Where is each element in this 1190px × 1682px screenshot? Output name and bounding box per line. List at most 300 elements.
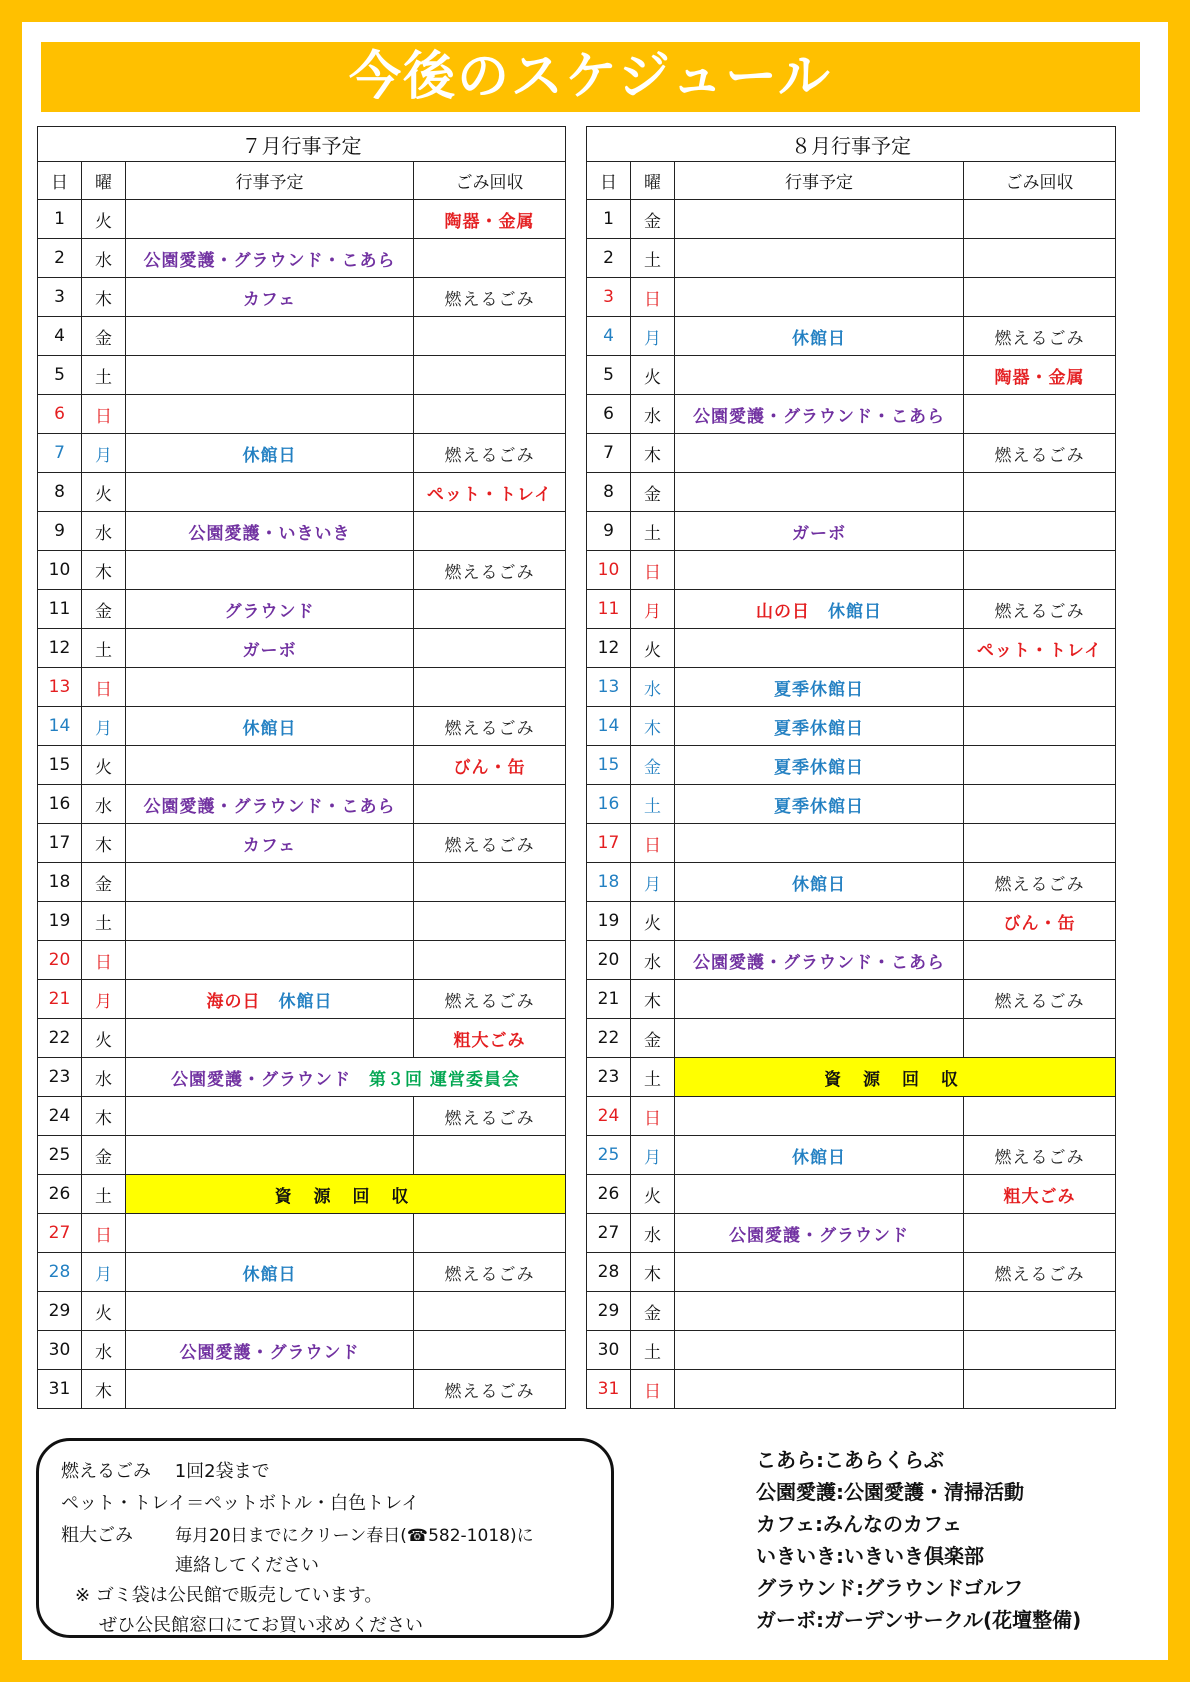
weekday-cell: 月 bbox=[631, 590, 675, 629]
schedule-row bbox=[38, 473, 566, 512]
weekday-cell: 月 bbox=[82, 1253, 126, 1292]
event-cell bbox=[675, 824, 964, 863]
schedule-row bbox=[587, 1370, 1116, 1409]
day-cell: 5 bbox=[38, 356, 82, 395]
legend-item: いきいき:いきいき倶楽部 bbox=[756, 1544, 984, 1568]
day-cell: 5 bbox=[587, 356, 631, 395]
garbage-cell: 燃えるごみ bbox=[414, 1097, 566, 1136]
garbage-cell bbox=[964, 1292, 1116, 1331]
weekday-cell: 水 bbox=[631, 1214, 675, 1253]
event-cell bbox=[126, 746, 414, 785]
day-cell: 9 bbox=[587, 512, 631, 551]
garbage-cell bbox=[414, 785, 566, 824]
event-cell bbox=[126, 980, 414, 1019]
event-cell bbox=[675, 1253, 964, 1292]
schedule-row bbox=[38, 590, 566, 629]
day-cell: 25 bbox=[38, 1136, 82, 1175]
event-text: 公園愛護・グラウンド bbox=[171, 1069, 352, 1090]
day-cell: 16 bbox=[587, 785, 631, 824]
july-schedule-table bbox=[37, 126, 566, 1409]
event-cell bbox=[675, 512, 964, 551]
legend-item: 公園愛護:公園愛護・清掃活動 bbox=[756, 1480, 1024, 1504]
event-cell bbox=[675, 1292, 964, 1331]
weekday-cell: 金 bbox=[82, 863, 126, 902]
day-cell: 29 bbox=[587, 1292, 631, 1331]
day-cell: 7 bbox=[38, 434, 82, 473]
event-cell bbox=[126, 590, 414, 629]
note-bags: ※ ゴミ袋は公民館で販売しています。 bbox=[75, 1585, 383, 1606]
event-cell bbox=[126, 200, 414, 239]
event-cell bbox=[126, 785, 414, 824]
garbage-cell bbox=[964, 785, 1116, 824]
day-cell: 8 bbox=[587, 473, 631, 512]
event-cell bbox=[126, 668, 414, 707]
event-text: 公園愛護・いきいき bbox=[188, 523, 351, 544]
garbage-cell bbox=[414, 902, 566, 941]
event-text: 休館日 bbox=[242, 718, 297, 739]
schedule-row bbox=[38, 356, 566, 395]
day-cell: 19 bbox=[587, 902, 631, 941]
event-text: 海の日 bbox=[206, 991, 261, 1012]
schedule-row bbox=[587, 239, 1116, 278]
day-cell: 6 bbox=[38, 395, 82, 434]
event-cell bbox=[675, 746, 964, 785]
garbage-cell: 燃えるごみ bbox=[414, 1253, 566, 1292]
schedule-row bbox=[38, 1058, 566, 1097]
day-cell: 4 bbox=[587, 317, 631, 356]
weekday-cell: 金 bbox=[82, 590, 126, 629]
garbage-cell: びん・缶 bbox=[414, 746, 566, 785]
note-bulky-label: 粗大ごみ bbox=[61, 1525, 133, 1546]
event-text: 夏季休館日 bbox=[774, 796, 864, 817]
schedule-row bbox=[38, 785, 566, 824]
weekday-cell: 水 bbox=[82, 1058, 126, 1097]
event-cell bbox=[675, 1136, 964, 1175]
garbage-cell bbox=[414, 395, 566, 434]
event-cell bbox=[675, 629, 964, 668]
schedule-row bbox=[38, 980, 566, 1019]
weekday-cell: 火 bbox=[82, 746, 126, 785]
schedule-row bbox=[38, 746, 566, 785]
event-cell bbox=[675, 1097, 964, 1136]
garbage-cell bbox=[964, 668, 1116, 707]
schedule-row bbox=[38, 629, 566, 668]
event-text: 公園愛護・グラウンド bbox=[179, 1342, 360, 1363]
garbage-cell bbox=[414, 668, 566, 707]
garbage-cell: 陶器・金属 bbox=[964, 356, 1116, 395]
schedule-row bbox=[38, 1292, 566, 1331]
weekday-cell: 火 bbox=[631, 902, 675, 941]
schedule-row bbox=[38, 434, 566, 473]
day-cell: 20 bbox=[38, 941, 82, 980]
weekday-cell: 月 bbox=[631, 863, 675, 902]
weekday-cell: 木 bbox=[631, 434, 675, 473]
day-cell: 30 bbox=[587, 1331, 631, 1370]
weekday-cell: 木 bbox=[82, 551, 126, 590]
event-text: 休館日 bbox=[792, 874, 846, 895]
header-event: 行事予定 bbox=[126, 162, 414, 200]
event-cell bbox=[126, 707, 414, 746]
event-cell bbox=[126, 902, 414, 941]
schedule-row bbox=[587, 473, 1116, 512]
weekday-cell: 日 bbox=[631, 1097, 675, 1136]
garbage-cell bbox=[414, 1331, 566, 1370]
weekday-cell: 火 bbox=[82, 200, 126, 239]
schedule-row bbox=[38, 1370, 566, 1409]
schedule-row bbox=[38, 200, 566, 239]
garbage-cell bbox=[964, 941, 1116, 980]
event-cell bbox=[675, 785, 964, 824]
day-cell: 16 bbox=[38, 785, 82, 824]
day-cell: 17 bbox=[38, 824, 82, 863]
event-text: ガーボ bbox=[792, 523, 846, 544]
weekday-cell: 火 bbox=[631, 629, 675, 668]
schedule-row bbox=[587, 1175, 1116, 1214]
schedule-row bbox=[587, 395, 1116, 434]
event-text: 夏季休館日 bbox=[774, 718, 864, 739]
day-cell: 1 bbox=[38, 200, 82, 239]
day-cell: 26 bbox=[38, 1175, 82, 1214]
event-cell bbox=[126, 824, 414, 863]
event-cell bbox=[126, 1253, 414, 1292]
schedule-row bbox=[587, 1214, 1116, 1253]
weekday-cell: 日 bbox=[82, 1214, 126, 1253]
weekday-cell: 火 bbox=[631, 1175, 675, 1214]
schedule-row bbox=[38, 902, 566, 941]
day-cell: 2 bbox=[38, 239, 82, 278]
garbage-cell bbox=[414, 317, 566, 356]
garbage-cell: 燃えるごみ bbox=[414, 980, 566, 1019]
garbage-cell bbox=[964, 200, 1116, 239]
event-cell bbox=[675, 668, 964, 707]
schedule-row bbox=[587, 1097, 1116, 1136]
schedule-row bbox=[587, 863, 1116, 902]
garbage-cell: 燃えるごみ bbox=[964, 434, 1116, 473]
garbage-cell bbox=[964, 1331, 1116, 1370]
event-cell bbox=[126, 863, 414, 902]
day-cell: 6 bbox=[587, 395, 631, 434]
legend-item: ガーボ:ガーデンサークル(花壇整備) bbox=[756, 1608, 1082, 1632]
weekday-cell: 水 bbox=[631, 941, 675, 980]
event-cell bbox=[126, 1370, 414, 1409]
schedule-row bbox=[38, 278, 566, 317]
weekday-cell: 日 bbox=[82, 395, 126, 434]
weekday-cell: 木 bbox=[82, 278, 126, 317]
schedule-row bbox=[587, 668, 1116, 707]
legend-item: グラウンド:グラウンドゴルフ bbox=[756, 1576, 1024, 1600]
schedule-row bbox=[38, 1331, 566, 1370]
event-cell bbox=[675, 941, 964, 980]
schedule-row bbox=[38, 239, 566, 278]
garbage-cell: 燃えるごみ bbox=[414, 1370, 566, 1409]
event-text: 公園愛護・グラウンド bbox=[729, 1225, 909, 1246]
schedule-row bbox=[587, 746, 1116, 785]
event-cell bbox=[675, 395, 964, 434]
event-cell bbox=[675, 434, 964, 473]
event-cell bbox=[675, 473, 964, 512]
day-cell: 21 bbox=[38, 980, 82, 1019]
event-text: グラウンド bbox=[224, 601, 315, 622]
garbage-cell: 燃えるごみ bbox=[964, 590, 1116, 629]
event-text: 休館日 bbox=[792, 328, 846, 349]
event-cell bbox=[675, 980, 964, 1019]
garbage-cell: 燃えるごみ bbox=[414, 278, 566, 317]
garbage-cell bbox=[414, 1292, 566, 1331]
event-cell bbox=[675, 707, 964, 746]
weekday-cell: 木 bbox=[82, 1097, 126, 1136]
weekday-cell: 土 bbox=[631, 512, 675, 551]
day-cell: 14 bbox=[587, 707, 631, 746]
day-cell: 27 bbox=[38, 1214, 82, 1253]
day-cell: 11 bbox=[38, 590, 82, 629]
schedule-row bbox=[587, 200, 1116, 239]
event-cell bbox=[675, 317, 964, 356]
weekday-cell: 土 bbox=[631, 1331, 675, 1370]
event-cell bbox=[126, 1292, 414, 1331]
weekday-cell: 月 bbox=[631, 1136, 675, 1175]
weekday-cell: 土 bbox=[82, 902, 126, 941]
day-cell: 15 bbox=[587, 746, 631, 785]
garbage-cell bbox=[964, 746, 1116, 785]
event-cell bbox=[126, 941, 414, 980]
event-text: カフェ bbox=[242, 835, 297, 856]
garbage-cell: びん・缶 bbox=[964, 902, 1116, 941]
schedule-row bbox=[587, 1253, 1116, 1292]
garbage-cell bbox=[964, 1214, 1116, 1253]
garbage-cell bbox=[964, 395, 1116, 434]
day-cell: 2 bbox=[587, 239, 631, 278]
schedule-row bbox=[587, 1331, 1116, 1370]
weekday-cell: 木 bbox=[631, 1253, 675, 1292]
event-cell bbox=[126, 395, 414, 434]
weekday-cell: 月 bbox=[82, 707, 126, 746]
garbage-cell bbox=[414, 863, 566, 902]
note-pet-tray: ペット・トレイ＝ペットボトル・白色トレイ bbox=[61, 1493, 420, 1514]
schedule-row bbox=[38, 1175, 566, 1214]
day-cell: 31 bbox=[587, 1370, 631, 1409]
header-garbage: ごみ回収 bbox=[964, 162, 1116, 200]
event-text: 夏季休館日 bbox=[774, 757, 864, 778]
garbage-cell bbox=[414, 941, 566, 980]
weekday-cell: 金 bbox=[631, 1292, 675, 1331]
day-cell: 23 bbox=[38, 1058, 82, 1097]
garbage-cell bbox=[964, 473, 1116, 512]
legend-item: こあら:こあらくらぶ bbox=[756, 1448, 944, 1472]
garbage-cell: 燃えるごみ bbox=[964, 980, 1116, 1019]
day-cell: 27 bbox=[587, 1214, 631, 1253]
event-text: 夏季休館日 bbox=[774, 679, 864, 700]
august-schedule-table bbox=[586, 126, 1116, 1409]
event-cell bbox=[675, 1175, 964, 1214]
schedule-row bbox=[587, 902, 1116, 941]
weekday-cell: 土 bbox=[631, 785, 675, 824]
schedule-row bbox=[38, 512, 566, 551]
garbage-cell: 燃えるごみ bbox=[964, 317, 1116, 356]
weekday-cell: 土 bbox=[631, 239, 675, 278]
schedule-row bbox=[38, 551, 566, 590]
garbage-cell bbox=[964, 1019, 1116, 1058]
garbage-cell: 燃えるごみ bbox=[964, 863, 1116, 902]
day-cell: 4 bbox=[38, 317, 82, 356]
event-cell bbox=[126, 356, 414, 395]
weekday-cell: 水 bbox=[631, 395, 675, 434]
event-cell bbox=[675, 356, 964, 395]
day-cell: 24 bbox=[38, 1097, 82, 1136]
header-day: 日 bbox=[587, 162, 631, 200]
schedule-row bbox=[38, 1214, 566, 1253]
event-cell bbox=[126, 434, 414, 473]
weekday-cell: 水 bbox=[631, 668, 675, 707]
weekday-cell: 日 bbox=[631, 1370, 675, 1409]
header-weekday: 曜 bbox=[631, 162, 675, 200]
weekday-cell: 水 bbox=[82, 1331, 126, 1370]
schedule-row bbox=[38, 863, 566, 902]
event-cell bbox=[126, 317, 414, 356]
event-cell bbox=[126, 239, 414, 278]
weekday-cell: 木 bbox=[82, 1370, 126, 1409]
schedule-row bbox=[587, 980, 1116, 1019]
schedule-row bbox=[587, 707, 1116, 746]
garbage-cell: 燃えるごみ bbox=[414, 824, 566, 863]
note-bags-2: ぜひ公民館窓口にてお買い求めください bbox=[99, 1615, 423, 1636]
day-cell: 19 bbox=[38, 902, 82, 941]
garbage-cell: 粗大ごみ bbox=[414, 1019, 566, 1058]
weekday-cell: 水 bbox=[82, 785, 126, 824]
page-title: 今後のスケジュール bbox=[349, 47, 832, 107]
schedule-row bbox=[587, 512, 1116, 551]
schedule-row bbox=[587, 824, 1116, 863]
garbage-cell bbox=[414, 629, 566, 668]
garbage-cell bbox=[414, 239, 566, 278]
weekday-cell: 土 bbox=[82, 629, 126, 668]
weekday-cell: 月 bbox=[82, 980, 126, 1019]
day-cell: 20 bbox=[587, 941, 631, 980]
day-cell: 25 bbox=[587, 1136, 631, 1175]
schedule-row bbox=[587, 317, 1116, 356]
event-cell bbox=[126, 473, 414, 512]
event-cell bbox=[126, 1331, 414, 1370]
day-cell: 18 bbox=[587, 863, 631, 902]
garbage-cell bbox=[964, 824, 1116, 863]
event-text: 休館日 bbox=[242, 1264, 297, 1285]
event-text: ガーボ bbox=[242, 640, 297, 661]
garbage-notes-box bbox=[36, 1438, 614, 1638]
event-cell bbox=[126, 1019, 414, 1058]
day-cell: 28 bbox=[587, 1253, 631, 1292]
weekday-cell: 木 bbox=[82, 824, 126, 863]
event-cell bbox=[675, 1019, 964, 1058]
weekday-cell: 火 bbox=[82, 1292, 126, 1331]
schedule-row bbox=[587, 1136, 1116, 1175]
day-cell: 3 bbox=[38, 278, 82, 317]
event-text-secondary: 第３回 運営委員会 bbox=[369, 1069, 520, 1090]
garbage-cell bbox=[964, 551, 1116, 590]
garbage-cell: 陶器・金属 bbox=[414, 200, 566, 239]
day-cell: 28 bbox=[38, 1253, 82, 1292]
weekday-cell: 土 bbox=[82, 1175, 126, 1214]
event-cell bbox=[126, 512, 414, 551]
schedule-row bbox=[587, 1019, 1116, 1058]
title-banner bbox=[41, 42, 1140, 112]
day-cell: 15 bbox=[38, 746, 82, 785]
weekday-cell: 日 bbox=[631, 824, 675, 863]
garbage-cell bbox=[964, 278, 1116, 317]
day-cell: 24 bbox=[587, 1097, 631, 1136]
garbage-cell: 燃えるごみ bbox=[414, 707, 566, 746]
schedule-row bbox=[587, 629, 1116, 668]
event-cell bbox=[126, 278, 414, 317]
day-cell: 7 bbox=[587, 434, 631, 473]
header-day: 日 bbox=[38, 162, 82, 200]
event-cell bbox=[675, 200, 964, 239]
event-text: 山の日 bbox=[756, 601, 810, 622]
header-event: 行事予定 bbox=[675, 162, 964, 200]
schedule-row bbox=[38, 707, 566, 746]
event-text: 休館日 bbox=[242, 445, 297, 466]
day-cell: 13 bbox=[38, 668, 82, 707]
weekday-cell: 日 bbox=[82, 941, 126, 980]
garbage-cell: 燃えるごみ bbox=[964, 1253, 1116, 1292]
garbage-cell: 粗大ごみ bbox=[964, 1175, 1116, 1214]
garbage-cell bbox=[414, 1136, 566, 1175]
garbage-cell bbox=[964, 1370, 1116, 1409]
weekday-cell: 日 bbox=[631, 278, 675, 317]
event-cell bbox=[126, 1214, 414, 1253]
schedule-row bbox=[38, 317, 566, 356]
garbage-cell: 燃えるごみ bbox=[414, 551, 566, 590]
weekday-cell: 水 bbox=[82, 239, 126, 278]
event-cell bbox=[675, 278, 964, 317]
schedule-row bbox=[587, 1058, 1116, 1097]
day-cell: 18 bbox=[38, 863, 82, 902]
schedule-row bbox=[587, 590, 1116, 629]
event-cell: 資 源 回 収 bbox=[675, 1058, 1116, 1097]
schedule-row bbox=[587, 356, 1116, 395]
day-cell: 10 bbox=[587, 551, 631, 590]
weekday-cell: 火 bbox=[631, 356, 675, 395]
event-cell bbox=[675, 239, 964, 278]
garbage-cell bbox=[414, 356, 566, 395]
garbage-cell: 燃えるごみ bbox=[414, 434, 566, 473]
july-table-title: ７月行事予定 bbox=[38, 127, 566, 162]
weekday-cell: 土 bbox=[82, 356, 126, 395]
day-cell: 23 bbox=[587, 1058, 631, 1097]
day-cell: 13 bbox=[587, 668, 631, 707]
day-cell: 8 bbox=[38, 473, 82, 512]
header-weekday: 曜 bbox=[82, 162, 126, 200]
day-cell: 12 bbox=[38, 629, 82, 668]
day-cell: 29 bbox=[38, 1292, 82, 1331]
event-text: カフェ bbox=[242, 289, 297, 310]
weekday-cell: 水 bbox=[82, 512, 126, 551]
event-cell bbox=[675, 1214, 964, 1253]
event-cell bbox=[675, 590, 964, 629]
day-cell: 3 bbox=[587, 278, 631, 317]
day-cell: 11 bbox=[587, 590, 631, 629]
event-cell: 資 源 回 収 bbox=[126, 1175, 566, 1214]
schedule-row bbox=[38, 1097, 566, 1136]
event-text-secondary: 休館日 bbox=[278, 991, 333, 1012]
event-text: 休館日 bbox=[792, 1147, 846, 1168]
garbage-cell bbox=[414, 1214, 566, 1253]
garbage-cell: 燃えるごみ bbox=[964, 1136, 1116, 1175]
weekday-cell: 日 bbox=[631, 551, 675, 590]
event-cell bbox=[126, 1136, 414, 1175]
day-cell: 17 bbox=[587, 824, 631, 863]
garbage-cell bbox=[964, 512, 1116, 551]
schedule-row bbox=[38, 668, 566, 707]
event-text: 公園愛護・グラウンド・こあら bbox=[143, 796, 396, 817]
